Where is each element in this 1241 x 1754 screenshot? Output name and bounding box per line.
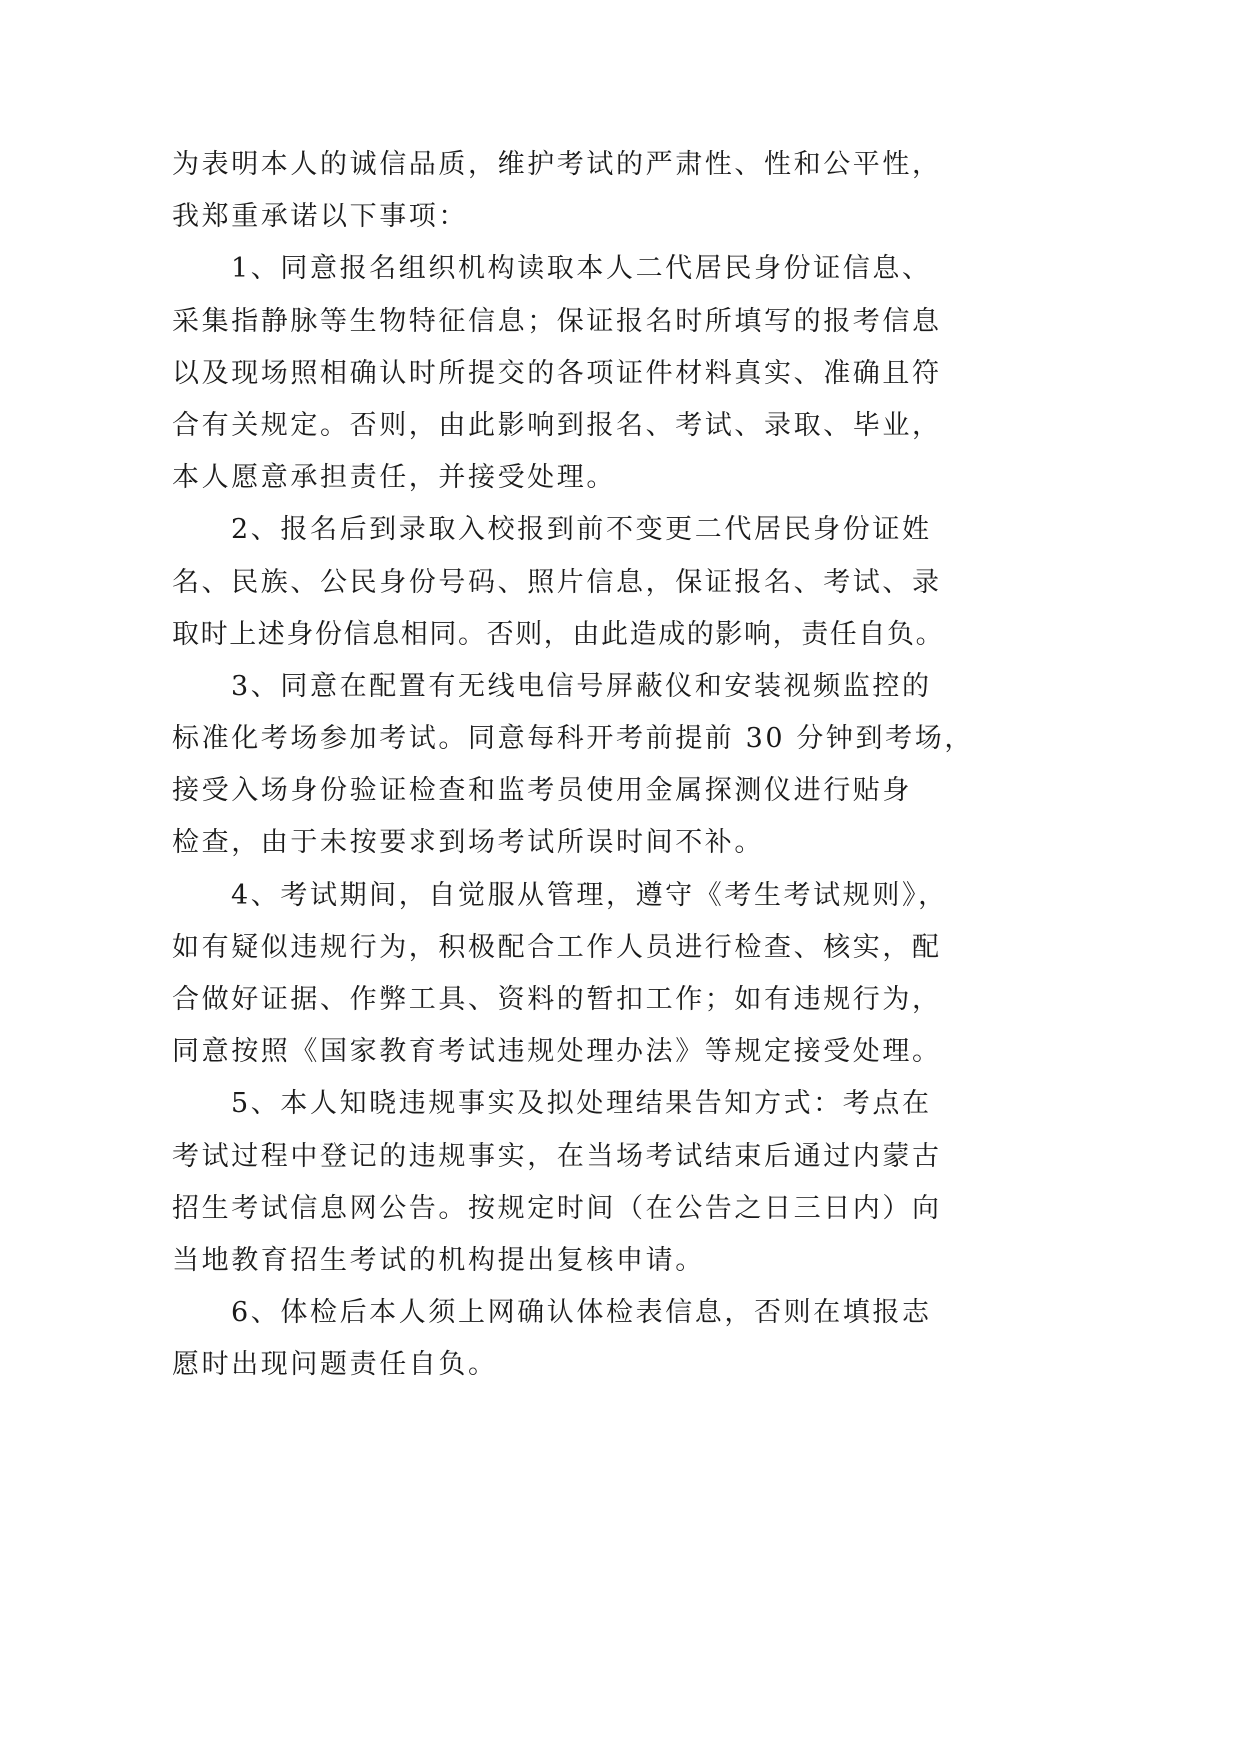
text-line: 考试过程中登记的违规事实，在当场考试结束后通过内蒙古 (172, 1140, 942, 1172)
text-line: 如有疑似违规行为，积极配合工作人员进行检查、核实，配 (172, 931, 942, 963)
text-line: 6、体检后本人须上网确认体检表信息，否则在填报志 (231, 1297, 932, 1329)
text-line: 招生考试信息网公告。按规定时间（在公告之日三日内）向 (172, 1192, 942, 1224)
text-line: 4、考试期间，自觉服从管理，遵守《考生考试规则》， (231, 879, 948, 911)
text-line: 1、同意报名组织机构读取本人二代居民身份证信息、 (231, 253, 932, 285)
text-line: 本人愿意承担责任，并接受处理。 (172, 462, 616, 494)
text-line: 3、同意在配置有无线电信号屏蔽仪和安装视频监控的 (231, 670, 932, 702)
text-line: 合有关规定。否则，由此影响到报名、考试、录取、毕业， (172, 409, 942, 441)
text-line: 愿时出现问题责任自负。 (172, 1349, 498, 1381)
text-line: 取时上述身份信息相同。否则，由此造成的影响，责任自负。 (172, 618, 945, 650)
paragraph-item-1 (172, 243, 972, 504)
paragraph-item-4 (172, 870, 972, 1079)
paragraph-intro (172, 139, 972, 243)
text-line: 检查，由于未按要求到场考试所误时间不补。 (172, 827, 764, 859)
text-line: 同意按照《国家教育考试违规处理办法》等规定接受处理。 (172, 1036, 942, 1068)
paragraph-item-3 (172, 661, 972, 870)
text-line: 我郑重承诺以下事项： (172, 201, 468, 233)
paragraph-item-6 (172, 1287, 972, 1391)
text-line: 当地教育招生考试的机构提出复核申请。 (172, 1244, 705, 1276)
text-line: 为表明本人的诚信品质，维护考试的严肃性、性和公平性， (172, 149, 942, 180)
text-line: 名、民族、公民身份号码、照片信息，保证报名、考试、录 (172, 566, 942, 598)
document-body (172, 139, 972, 1392)
paragraph-item-2 (172, 504, 972, 661)
paragraph-item-5 (172, 1078, 972, 1287)
text-line: 以及现场照相确认时所提交的各项证件材料真实、准确且符 (172, 357, 942, 389)
text-line: 2、报名后到录取入校报到前不变更二代居民身份证姓 (231, 514, 932, 546)
text-line: 标准化考场参加考试。同意每科开考前提前 30 分钟到考场， (172, 723, 974, 755)
text-line: 5、本人知晓违规事实及拟处理结果告知方式：考点在 (231, 1088, 932, 1120)
text-line: 合做好证据、作弊工具、资料的暂扣工作；如有违规行为， (172, 984, 942, 1015)
text-line: 接受入场身份验证检查和监考员使用金属探测仪进行贴身 (172, 775, 912, 807)
text-line: 采集指静脉等生物特征信息；保证报名时所填写的报考信息 (172, 305, 942, 337)
